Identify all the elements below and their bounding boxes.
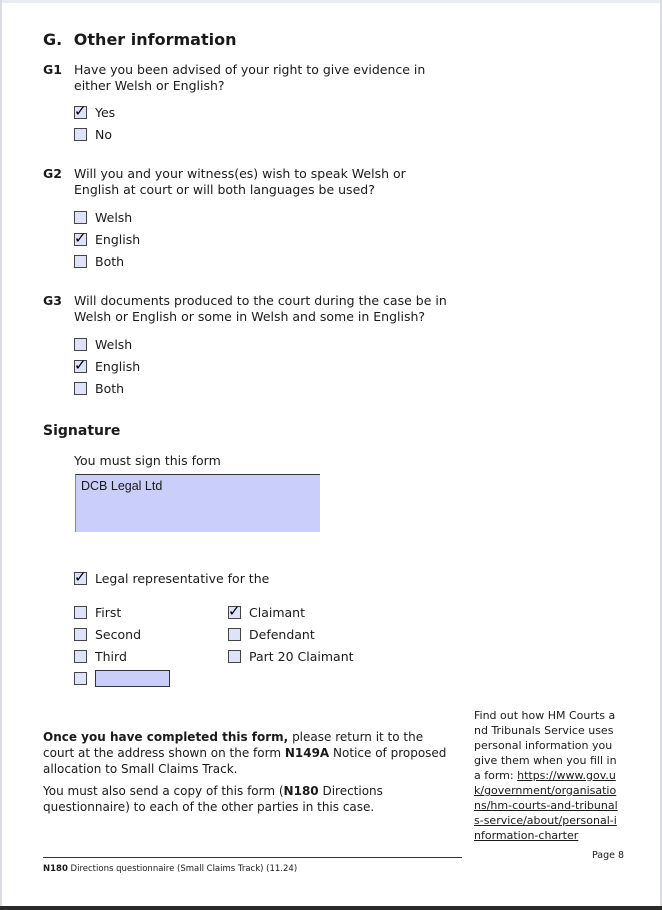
checkbox-icon[interactable] xyxy=(74,255,87,268)
checkbox-checked-icon[interactable] xyxy=(228,606,241,619)
checkbox-icon[interactable] xyxy=(228,628,241,641)
checkbox-icon[interactable] xyxy=(74,672,87,685)
section-title: Other information xyxy=(73,30,237,49)
party-second-option[interactable] xyxy=(74,627,141,642)
legal-representative-option[interactable] xyxy=(74,571,269,586)
g1-option-yes[interactable] xyxy=(74,105,115,120)
role-part20-label: Part 20 Claimant xyxy=(249,649,354,664)
g3-option-both[interactable] xyxy=(74,381,124,396)
g1-option-yes-label: Yes xyxy=(95,105,116,120)
checkbox-icon[interactable] xyxy=(74,382,87,395)
party-first-label: First xyxy=(95,605,122,620)
party-third-label: Third xyxy=(95,649,127,664)
page-number: Page 8 xyxy=(592,850,625,861)
party-third-option[interactable] xyxy=(74,649,127,664)
checkbox-icon[interactable] xyxy=(74,628,87,641)
g2-option-english[interactable] xyxy=(74,232,140,247)
footer-form-name: Directions questionnaire (Small Claims Track) (11.24) xyxy=(67,864,298,874)
legal-representative-label: Legal representative for the xyxy=(95,571,270,586)
return-text-2: Notice of proposed allocation to Small Claims Track. xyxy=(43,746,447,776)
role-defendant-label: Defendant xyxy=(249,627,315,642)
copy-text-1: You must also send a copy of this form ( xyxy=(43,784,284,798)
g2-number: G2 xyxy=(43,166,62,181)
privacy-link[interactable]: https://www.gov.uk/government/organisations/hm-courts-and-tribunals-service/about/personal-information-charter xyxy=(474,769,618,842)
g3-option-english[interactable] xyxy=(74,359,140,374)
g2-question: Will you and your witness(es) wish to speak Welsh or English at court or will both languages be used? xyxy=(74,166,406,197)
role-defendant-option[interactable] xyxy=(228,627,315,642)
g1-option-no[interactable] xyxy=(74,127,112,142)
g3-option-welsh-label: Welsh xyxy=(95,337,133,352)
checkbox-checked-icon[interactable] xyxy=(74,360,87,373)
g3-question: Will documents produced to the court during the case be in Welsh or English or some in Welsh and some in English? xyxy=(74,293,447,324)
signature-field[interactable]: DCB Legal Ltd xyxy=(75,474,320,532)
privacy-text: Find out how HM Courts and Tribunals Service uses personal information you give them when you fill in a form: xyxy=(474,709,617,782)
role-claimant-option[interactable] xyxy=(228,605,305,620)
section-heading xyxy=(43,30,236,49)
checkbox-checked-icon[interactable] xyxy=(74,233,87,246)
g2-option-english-label: English xyxy=(95,232,141,247)
party-first-option[interactable] xyxy=(74,605,121,620)
g3-option-english-label: English xyxy=(95,359,141,374)
footer-form-label xyxy=(43,864,297,874)
checkbox-icon[interactable] xyxy=(74,211,87,224)
copy-text-2: Directions questionnaire) to each of the other parties in this case. xyxy=(43,784,383,814)
return-instructions xyxy=(43,729,458,777)
checkbox-icon[interactable] xyxy=(228,650,241,663)
checkbox-icon[interactable] xyxy=(74,606,87,619)
footer-form-code: N180 xyxy=(43,864,68,874)
signature-instruction: You must sign this form xyxy=(74,453,221,468)
party-other-option[interactable] xyxy=(74,670,170,687)
g2-option-both[interactable] xyxy=(74,254,124,269)
footer-divider xyxy=(43,857,462,858)
g2-option-both-label: Both xyxy=(95,254,125,269)
party-other-input[interactable] xyxy=(95,670,170,687)
g3-option-welsh[interactable] xyxy=(74,337,132,352)
g3-option-both-label: Both xyxy=(95,381,125,396)
party-second-label: Second xyxy=(95,627,142,642)
checkbox-checked-icon[interactable] xyxy=(74,572,87,585)
role-part20-option[interactable] xyxy=(228,649,354,664)
viewer-bottom-edge xyxy=(0,906,662,910)
signature-heading: Signature xyxy=(43,423,121,439)
checkbox-checked-icon[interactable] xyxy=(74,106,87,119)
g3-number: G3 xyxy=(43,293,62,308)
checkbox-icon[interactable] xyxy=(74,128,87,141)
checkbox-icon[interactable] xyxy=(74,338,87,351)
copy-instructions xyxy=(43,783,458,815)
return-bold-lead: Once you have completed this form, xyxy=(43,730,289,744)
g1-number: G1 xyxy=(43,62,62,77)
section-letter: G. xyxy=(43,30,63,49)
g1-question: Have you been advised of your right to give evidence in either Welsh or English? xyxy=(74,62,426,93)
page-left-edge xyxy=(0,0,2,906)
role-claimant-label: Claimant xyxy=(249,605,305,620)
g2-option-welsh-label: Welsh xyxy=(95,210,133,225)
g2-option-welsh[interactable] xyxy=(74,210,132,225)
privacy-note xyxy=(474,708,622,843)
return-form-ref: N149A xyxy=(284,746,330,760)
return-text-1: please return it to the court at the address shown on the form xyxy=(43,730,424,760)
g1-option-no-label: No xyxy=(95,127,112,142)
viewer-top-edge xyxy=(0,0,662,3)
copy-form-ref: N180 xyxy=(283,784,319,798)
checkbox-icon[interactable] xyxy=(74,650,87,663)
